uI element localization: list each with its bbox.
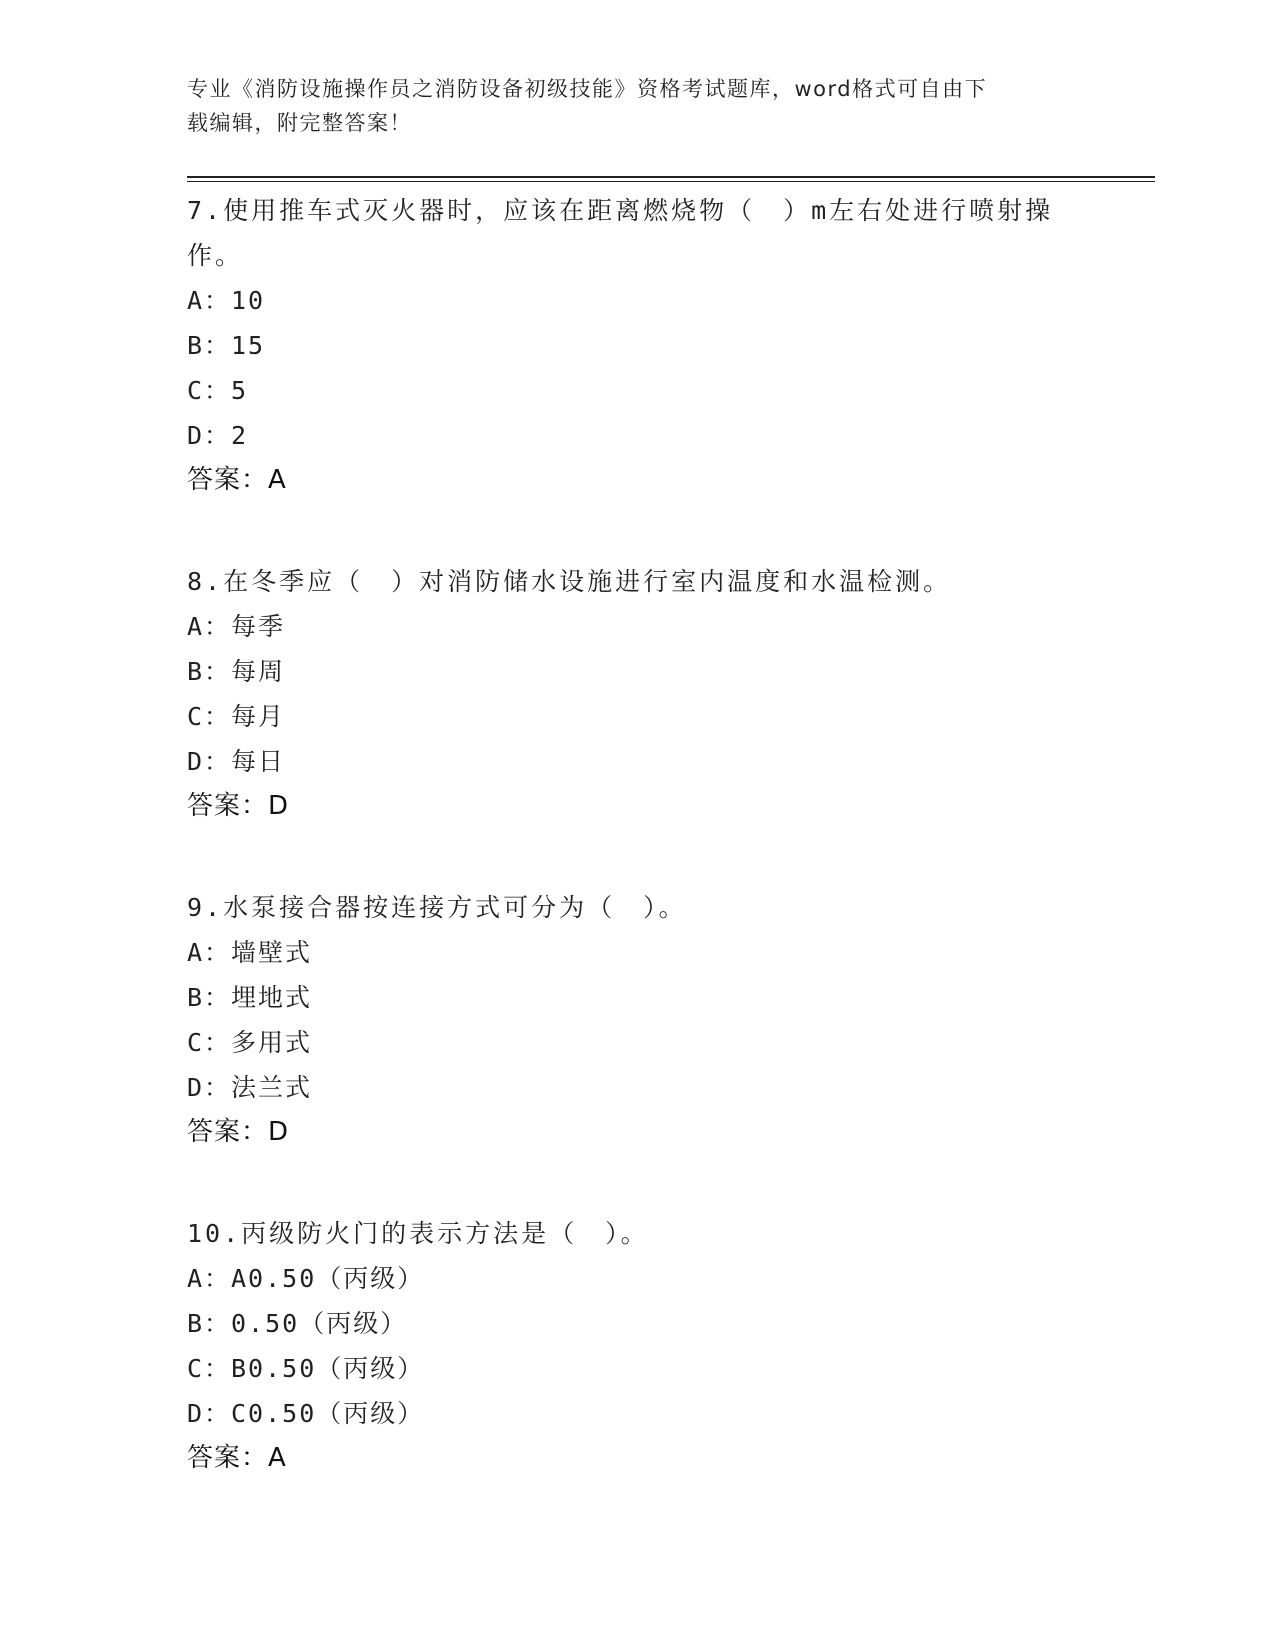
- option-value: 法兰式: [231, 1073, 313, 1102]
- option-a: [187, 604, 1087, 649]
- option-label: A：: [187, 938, 232, 967]
- option-d: [187, 413, 1087, 458]
- answer-text: 答案：D: [187, 791, 290, 821]
- option-b: [187, 649, 1087, 694]
- option-value: 0.50（丙级）: [231, 1309, 408, 1338]
- option-label: B：: [187, 1309, 232, 1338]
- option-label: B：: [187, 983, 232, 1012]
- option-label: A：: [187, 612, 232, 641]
- option-b: [187, 975, 1087, 1020]
- option-label: B：: [187, 657, 232, 686]
- option-value: 10: [231, 286, 266, 315]
- option-a: [187, 278, 1087, 323]
- option-d: [187, 1391, 1087, 1436]
- option-value: 每周: [231, 657, 286, 686]
- option-label: A：: [187, 286, 232, 315]
- option-value: 埋地式: [231, 983, 313, 1012]
- option-value: 15: [231, 331, 266, 360]
- option-value: 5: [231, 376, 249, 405]
- question-text: 7.使用推车式灭火器时，应该在距离燃烧物（ ）m左右处进行喷射操作。: [187, 196, 1054, 270]
- question-8: [187, 559, 1087, 829]
- option-label: D：: [187, 421, 232, 450]
- option-label: A：: [187, 1264, 232, 1293]
- answer-text: 答案：A: [187, 1443, 287, 1473]
- option-c: [187, 1346, 1087, 1391]
- question-10: [187, 1211, 1087, 1481]
- option-d: [187, 1065, 1087, 1110]
- option-label: C：: [187, 1028, 232, 1057]
- option-value: A0.50（丙级）: [231, 1264, 425, 1293]
- option-value: 每日: [231, 747, 286, 776]
- option-label: C：: [187, 1354, 232, 1383]
- option-c: [187, 694, 1087, 739]
- question-7: [187, 188, 1087, 503]
- question-9: [187, 885, 1087, 1155]
- option-label: D：: [187, 747, 232, 776]
- option-value: 墙壁式: [231, 938, 313, 967]
- document-header: [187, 72, 1067, 140]
- question-text: 10.丙级防火门的表示方法是（ ）。: [187, 1219, 649, 1248]
- option-value: 每月: [231, 702, 286, 731]
- option-value: B0.50（丙级）: [231, 1354, 425, 1383]
- option-label: B：: [187, 331, 232, 360]
- option-value: C0.50（丙级）: [231, 1399, 425, 1428]
- option-d: [187, 739, 1087, 784]
- answer-text: 答案：A: [187, 465, 287, 495]
- answer-text: 答案：D: [187, 1117, 290, 1147]
- option-label: C：: [187, 376, 232, 405]
- option-label: C：: [187, 702, 232, 731]
- header-line-2: 载编辑，附完整答案！: [187, 111, 412, 135]
- option-b: [187, 1301, 1087, 1346]
- header-divider-thin: [187, 181, 1155, 182]
- option-value: 每季: [231, 612, 286, 641]
- option-value: 多用式: [231, 1028, 313, 1057]
- question-text: 8.在冬季应（ ）对消防储水设施进行室内温度和水温检测。: [187, 567, 952, 596]
- question-text: 9.水泵接合器按连接方式可分为（ ）。: [187, 893, 687, 922]
- option-label: D：: [187, 1399, 232, 1428]
- option-a: [187, 1256, 1087, 1301]
- header-line-1: 专业《消防设施操作员之消防设备初级技能》资格考试题库，word格式可自由下: [187, 77, 988, 101]
- option-a: [187, 930, 1087, 975]
- question-list: [187, 188, 1087, 1537]
- header-divider-thick: [187, 176, 1155, 178]
- option-c: [187, 1020, 1087, 1065]
- option-b: [187, 323, 1087, 368]
- option-c: [187, 368, 1087, 413]
- option-value: 2: [231, 421, 249, 450]
- option-label: D：: [187, 1073, 232, 1102]
